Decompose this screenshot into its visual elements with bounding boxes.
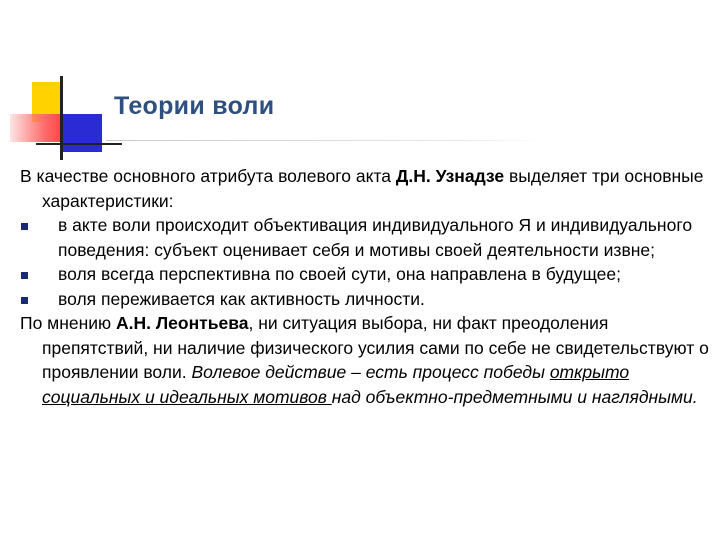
blue-square bbox=[62, 114, 102, 152]
intro-text-1: В качестве основного атрибута волевого акта bbox=[20, 166, 396, 186]
conclusion-text-1: По мнению bbox=[20, 313, 117, 333]
red-square bbox=[10, 114, 60, 142]
square-bullet-icon bbox=[21, 297, 28, 304]
conclusion-italic-2: над объектно-предметными и наглядными. bbox=[331, 386, 698, 407]
vertical-line bbox=[60, 76, 63, 160]
conclusion-italic-underlined: открыто социальных и идеальных мотивов bbox=[42, 362, 630, 407]
square-bullet-icon bbox=[21, 223, 28, 230]
conclusion-text-2: , ни ситуация выбора, ни факт преодоления препятствий, ни наличие физического усилия сами по себе не свидетельствуют о проявлении воли. bbox=[42, 313, 709, 382]
conclusion-paragraph bbox=[20, 311, 710, 409]
conclusion-italic-1: Волевое действие – есть процесс победы bbox=[191, 362, 550, 382]
bullet-item bbox=[20, 262, 710, 287]
horizontal-line bbox=[36, 143, 122, 145]
bullet-item bbox=[20, 213, 710, 262]
bullet-text: воля всегда перспективна по своей сути, она направлена в будущее; bbox=[58, 264, 622, 284]
slide-logo-decoration bbox=[0, 0, 120, 170]
author-uznadze: Д.Н. Узнадзе bbox=[395, 166, 505, 186]
slide-body bbox=[20, 164, 710, 409]
bullet-text: в акте воли происходит объективация индивидуального Я и индивидуального поведения: субъект оценивает себя и мотивы своей деятельности извне; bbox=[58, 215, 693, 260]
intro-paragraph bbox=[20, 164, 710, 213]
square-bullet-icon bbox=[21, 272, 28, 279]
title-divider bbox=[106, 140, 544, 141]
author-leontiev: А.Н. Леонтьева bbox=[116, 313, 249, 333]
intro-text-2: выделяет три основные характеристики: bbox=[42, 166, 704, 211]
slide-title: Теории воли bbox=[114, 92, 275, 120]
bullet-text: воля переживается как активность личности. bbox=[58, 288, 425, 309]
bullet-item bbox=[20, 287, 710, 312]
